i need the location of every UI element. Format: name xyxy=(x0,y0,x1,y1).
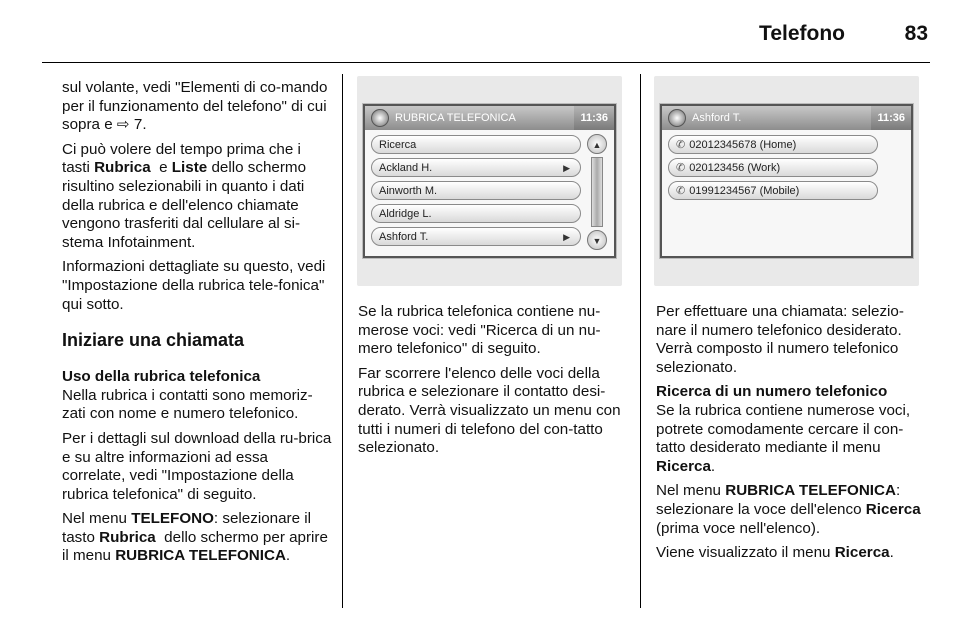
header-rule xyxy=(42,62,930,63)
subheading: Ricerca di un numero telefonico xyxy=(656,383,888,401)
page-number: 83 xyxy=(904,22,928,45)
phonebook-screenshot xyxy=(357,76,622,286)
phone-handset-icon: ✆ xyxy=(676,162,686,174)
column-right xyxy=(656,303,926,569)
screen-clock: 11:36 xyxy=(574,106,614,130)
infotainment-screen xyxy=(660,104,913,258)
section-heading: Iniziare una chiamata xyxy=(62,330,245,351)
infotainment-screen xyxy=(363,104,616,258)
paragraph: Per i dettagli sul download della ru-brica e su altre informazioni ad essa correlate, vedi "Impostazione della rubrica telefonica" di seguito. xyxy=(62,429,332,503)
screen-title: Ashford T. xyxy=(692,112,742,124)
screen-title: RUBRICA TELEFONICA xyxy=(395,112,516,124)
screen-titlebar xyxy=(662,106,911,130)
screen-titlebar xyxy=(365,106,614,130)
paragraph: Nel menu RUBRICA TELEFONICA: selezionare la voce dell'elenco Ricerca (prima voce nell'elenco). xyxy=(656,482,921,537)
paragraph: Far scorrere l'elenco delle voci della rubrica e selezionare il contatto desi-derato. Verrà visualizzato un menu con tutti i numeri di telefono del con-tatto selezionato. xyxy=(358,364,621,457)
contact-screenshot xyxy=(654,76,919,286)
column-divider-2 xyxy=(640,74,641,608)
paragraph: Informazioni dettagliate su questo, vedi "Impostazione della rubrica tele-fonica" qui sotto. xyxy=(62,258,326,313)
play-arrow-icon: ▶ xyxy=(563,163,570,173)
scroll-up-icon[interactable]: ▲ xyxy=(587,134,607,154)
list-item[interactable]: Ackland H. ▶ xyxy=(371,158,581,177)
column-middle xyxy=(358,303,630,464)
phone-handset-icon: ✆ xyxy=(676,139,686,151)
phone-number-item[interactable]: ✆ 02012345678 (Home) xyxy=(668,135,878,154)
column-left xyxy=(62,79,332,572)
paragraph: Per effettuare una chiamata: selezio-nare il numero telefonico desiderato. Verrà composto il numero telefonico selezionato. xyxy=(656,303,904,376)
scrollbar[interactable] xyxy=(587,134,607,250)
reference-arrow-icon: ⇨ xyxy=(116,116,130,134)
column-divider-1 xyxy=(342,74,343,608)
paragraph: Se la rubrica telefonica contiene nu-merose voci: vedi "Ricerca di un nu-mero telefonico" di seguito. xyxy=(358,303,601,358)
subheading: Uso della rubrica telefonica xyxy=(62,368,261,386)
paragraph: sul volante, vedi "Elementi di co-mando per il funzionamento del telefono" di cui sopra e ⇨ 7. xyxy=(62,79,328,134)
scroll-down-icon[interactable]: ▼ xyxy=(587,230,607,250)
list-item[interactable]: Aldridge L. xyxy=(371,204,581,223)
page-header-title: Telefono xyxy=(759,22,845,45)
play-arrow-icon: ▶ xyxy=(563,232,570,242)
paragraph: Nel menu TELEFONO: selezionare il tasto Rubrica dello schermo per aprire il menu RUBRICA TELEFONICA. xyxy=(62,510,328,565)
screen-clock: 11:36 xyxy=(871,106,911,130)
list-item[interactable]: Ashford T. ▶ xyxy=(371,227,581,246)
scroll-track[interactable] xyxy=(591,157,603,227)
paragraph: Nella rubrica i contatti sono memoriz-zati con nome e numero telefonico. xyxy=(62,386,313,423)
list-item[interactable]: Ricerca xyxy=(371,135,581,154)
phone-number-item[interactable]: ✆ 020123456 (Work) xyxy=(668,158,878,177)
paragraph: Viene visualizzato il menu Ricerca. xyxy=(656,544,894,562)
phone-number-item[interactable]: ✆ 01991234567 (Mobile) xyxy=(668,181,878,200)
paragraph: Se la rubrica contiene numerose voci, potrete comodamente cercare il con-tatto desiderato mediante il menu Ricerca. xyxy=(656,401,911,475)
list-item[interactable]: Ainworth M. xyxy=(371,181,581,200)
phone-handset-icon: ✆ xyxy=(676,185,686,197)
paragraph: Ci può volere del tempo prima che i tasti Rubrica e Liste dello schermo risultino selezionabili in quanto i dati della rubrica e dell'elenco chiamate vengono trasferiti dal cellulare al si-stema Infotainment. xyxy=(62,140,307,251)
brand-logo-icon xyxy=(371,109,389,127)
brand-logo-icon xyxy=(668,109,686,127)
